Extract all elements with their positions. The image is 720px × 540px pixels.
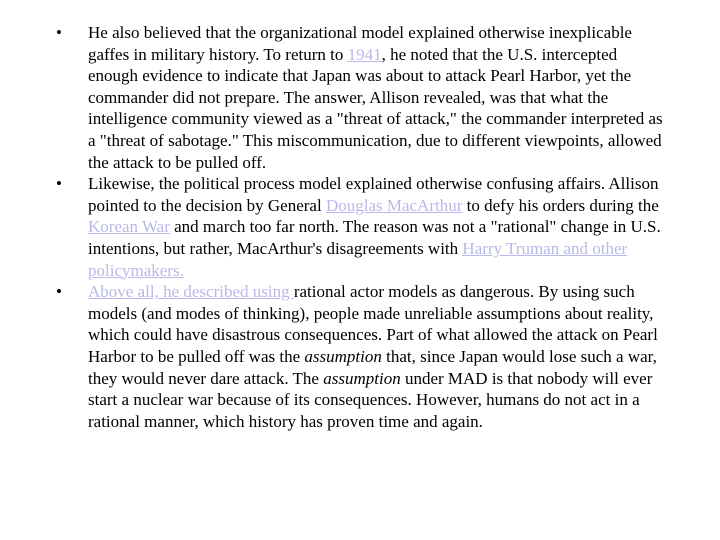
bullet-text-1-part-3: , he noted that the U.S. intercepted enough evidence to indicate that Japan was about to attack Pearl Harbor, yet the commander did not prepare. The answer, Allison revealed, was that what the intelligence community viewed as a "threat of attack," the commander interpreted as a "threat of sabotage." This miscommunication, due to different viewpoints, allowed the attack to be pulled off. [88,44,663,172]
link-douglas-macarthur[interactable]: Douglas MacArthur [325,195,463,215]
bullet-text-3-italic-1: assumption [304,346,382,366]
bullet-item-3 [56,281,666,432]
link-korean-war[interactable]: Korean War [88,217,170,237]
bullet-icon: • [56,174,62,194]
bullet-text-1-part-1: He also believed that the organizational model explained otherwise inexplicable gaffes in military history. To return to [88,23,632,64]
bullet-text-3-italic-2: assumption [323,368,401,388]
bullet-text-2-part-3: to defy his orders during the [462,195,659,215]
bullet-item-2 [56,173,666,281]
bullet-list [56,22,666,432]
link-1941[interactable]: 1941 [347,44,382,64]
link-harry-truman[interactable]: Harry Truman and other policymakers. [88,238,628,280]
bullet-icon: • [56,282,62,302]
bullet-text-3-part-4: that, since Japan would lose such a war, they would never dare attack. The [88,346,657,388]
bullet-text-2-part-5: and march too far north. The reason was not a "rational" change in U.S. intentions, but rather, MacArthur's disagreements with [88,217,661,258]
bullet-text-2-part-1: Likewise, the political process model explained otherwise confusing affairs. Allison pointed to the decision by General [88,174,659,215]
link-above-all[interactable]: Above all, he described using [88,282,294,302]
bullet-item-1 [56,22,666,173]
bullet-text-3-part-2: rational actor models as dangerous. By using such models (and modes of thinking), people made unreliable assumptions about reality, which could have disastrous consequences. Part of what allowed the attack on Pearl Harbor to be pulled off was the [88,282,658,366]
bullet-text-3-part-6: under MAD is that nobody will ever start a nuclear war because of its consequences. However, humans do not act in a rational manner, which history has proven time and again. [88,368,653,431]
bullet-icon: • [56,23,62,42]
